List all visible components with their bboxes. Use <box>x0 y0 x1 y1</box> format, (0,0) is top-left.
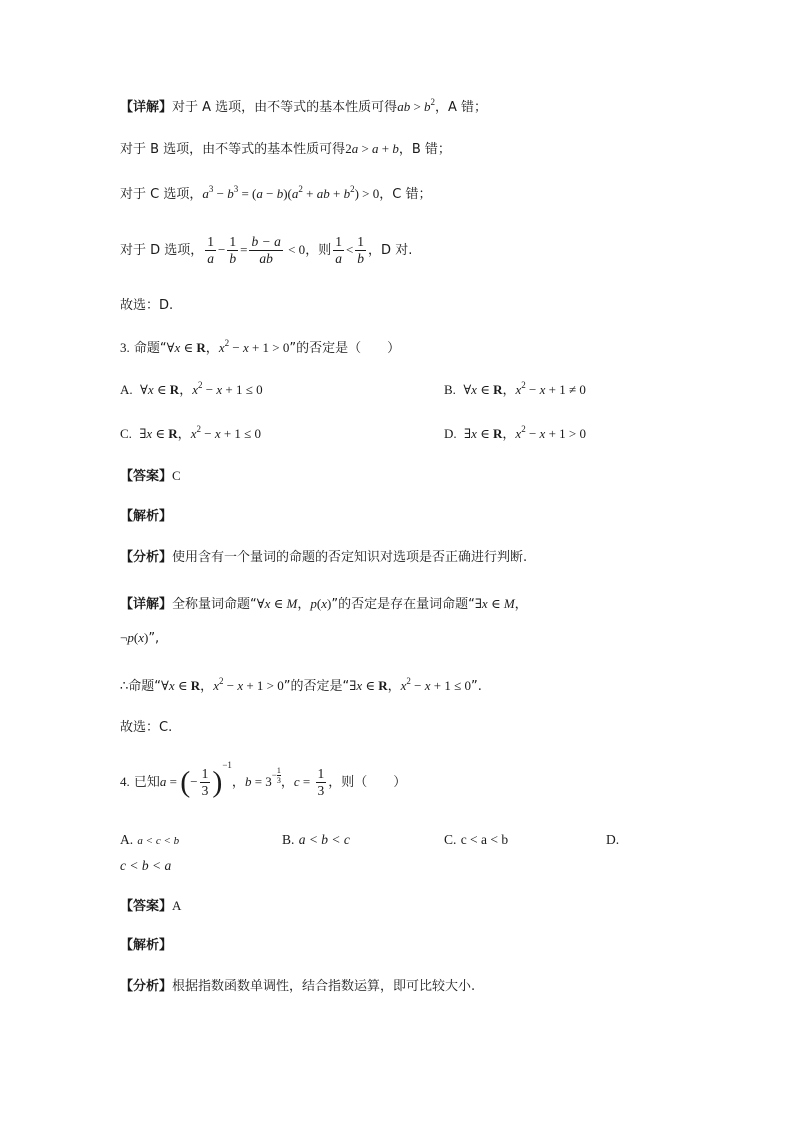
detail-c-suffix: ，C 错； <box>379 187 432 202</box>
option-text: c < a < b <box>460 832 509 847</box>
option-label: D. <box>606 832 620 847</box>
fenxi-3 <box>120 548 527 568</box>
option-label: C. <box>120 426 132 441</box>
therefore-mid: ”的否定是“ <box>283 679 350 694</box>
detail-tag: 【详解】 <box>120 100 173 115</box>
detail-d-mid: ，则 <box>305 243 332 258</box>
option-label: D. <box>444 426 457 441</box>
universal-formula: ∀x ∈ M，p(x) <box>256 596 332 611</box>
fraction-1-over-3-c: $\frac{1}{3}$ <box>317 766 325 798</box>
detail-d-line: 对于 D 选项， $\frac{1}{a}$ − $\frac{1}{b}$ = $\frac{b - a}{ab}$ < 0，则 $\frac{1}{a}$ < $\frac{1}{b}$ ，D 对. <box>120 234 413 266</box>
option-label: B. <box>444 382 456 397</box>
analysis-tag-3: 【解析】 <box>120 509 173 524</box>
conclusion-3: 故选：C. <box>120 720 173 735</box>
option-label: B. <box>282 832 295 847</box>
answer-value: A <box>172 898 182 913</box>
detail-b-prefix: 对于 B 选项，由不等式的基本性质可得 <box>120 142 346 157</box>
detail-d-suffix: ，D 对. <box>368 243 413 258</box>
negation-formula: ¬p(x) <box>120 630 149 645</box>
option-d-text[interactable] <box>120 856 171 876</box>
detail-a-suffix: ，A 错； <box>435 100 488 115</box>
therefore-suffix: ”. <box>471 679 482 694</box>
definition-c: c <box>293 774 300 789</box>
detail-text: ”, <box>148 631 160 646</box>
analysis-tag-4: 【解析】 <box>120 938 173 953</box>
detail-a-prefix: 对于 A 选项，由不等式的基本性质可得 <box>172 100 398 115</box>
fraction-1-over-3: $\frac{1}{3}$ <box>201 766 209 798</box>
formula-2a-gt-a-plus-b: 2a > a + b <box>345 141 399 156</box>
option-c[interactable] <box>444 830 508 850</box>
fraction-1-over-b-2: $\frac{1}{b}$ <box>357 234 365 266</box>
option-text: a < c < b <box>137 835 180 847</box>
question-number: 3. <box>120 340 130 355</box>
answer-tag: 【答案】 <box>120 469 173 484</box>
fenxi-text: 根据指数函数单调性，结合指数运算，即可比较大小. <box>172 979 476 994</box>
negated-formula: ∃x ∈ R，$x^2 - x + 1 \le 0$ <box>349 676 471 693</box>
option-label: A. <box>120 832 134 847</box>
definition-a: a <box>159 774 167 789</box>
formula-ab-gt-b2: ab <box>397 99 411 114</box>
answer-4 <box>120 896 181 917</box>
fenxi-4 <box>120 977 475 997</box>
therefore-3 <box>120 676 482 697</box>
option-a[interactable] <box>120 380 263 401</box>
stem-suffix: ”的否定是（ ） <box>289 341 401 356</box>
detail-a-line: 【详解】对于 A 选项，由不等式的基本性质可得ab > $b^2$，A 错； <box>120 97 488 115</box>
detail-tag: 【详解】 <box>120 597 173 612</box>
option-d-label[interactable] <box>606 830 619 850</box>
option-b[interactable] <box>444 380 586 401</box>
existential-formula: ∃x ∈ M， <box>474 596 528 611</box>
question-4-stem: 4. 已知a = (− $\frac{1}{3}$ )$^{-1}$，$b = 3^{- \frac{1}{3}}$ ，c = $\frac{1}{3}$ ，则（ ） <box>120 760 407 799</box>
fenxi-text: 使用含有一个量词的命题的否定知识对选项是否正确进行判断. <box>172 550 528 565</box>
option-c[interactable] <box>120 424 261 445</box>
detail-b-line <box>120 139 451 160</box>
stem-prefix: 已知 <box>133 775 160 790</box>
fraction-b-minus-a-over-ab: $\frac{b - a}{ab}$ <box>251 234 281 266</box>
option-a[interactable] <box>120 830 179 851</box>
proposition-formula: ∀x ∈ R，$x^2 - x + 1 > 0$ <box>161 676 284 693</box>
fraction-1-over-a: $\frac{1}{a}$ <box>207 234 215 266</box>
stem-prefix: 命题“ <box>133 341 167 356</box>
answer-tag: 【答案】 <box>120 899 173 914</box>
option-text: c < b < a <box>120 858 172 873</box>
option-formula: ∀x ∈ R，$x^2 - x + 1 \le 0$ <box>136 380 263 397</box>
detail-c-line <box>120 184 431 205</box>
option-label: A. <box>120 382 133 397</box>
detail-3-line1 <box>120 594 528 615</box>
proposition-formula: ∀x ∈ R，$x^2 - x + 1 > 0$ <box>166 338 290 355</box>
detail-c-prefix: 对于 C 选项， <box>120 187 203 202</box>
formula-cubes-difference: $a^3 - b^3 = (a - b)(a^2$ + ab + $b^2) > 0$ <box>202 184 380 201</box>
fraction-1-over-a-2: $\frac{1}{a}$ <box>335 234 342 266</box>
answer-value: C <box>172 468 181 483</box>
question-number: 4. <box>120 774 130 789</box>
detail-d-prefix: 对于 D 选项， <box>120 243 204 258</box>
option-formula: ∃x ∈ R，$x^2 - x + 1 \le 0$ <box>136 424 262 441</box>
option-text: a < b < c <box>298 832 350 847</box>
question-3-stem <box>120 338 400 359</box>
fenxi-tag: 【分析】 <box>120 979 173 994</box>
option-b[interactable] <box>282 830 350 850</box>
option-formula: ∀x ∈ R，$x^2 - x + 1 \ne 0$ <box>460 380 586 397</box>
fraction-1-over-b: $\frac{1}{b}$ <box>229 234 237 266</box>
fenxi-tag: 【分析】 <box>120 550 173 565</box>
detail-b-suffix: ，B 错； <box>398 142 451 157</box>
option-formula: ∃x ∈ R，$x^2 - x + 1 > 0$ <box>460 424 586 441</box>
stem-suffix: ，则（ ） <box>328 775 407 790</box>
conclusion-d: 故选：D. <box>120 298 174 313</box>
detail-text: ”的否定是存在量词命题“ <box>331 597 475 612</box>
option-d[interactable] <box>444 424 586 445</box>
answer-3 <box>120 466 181 487</box>
detail-3-line2 <box>120 628 159 649</box>
option-label: C. <box>444 832 457 847</box>
detail-text: 全称量词命题“ <box>172 597 257 612</box>
definition-b: b <box>244 774 252 789</box>
therefore-prefix: ∴命题“ <box>120 679 162 694</box>
